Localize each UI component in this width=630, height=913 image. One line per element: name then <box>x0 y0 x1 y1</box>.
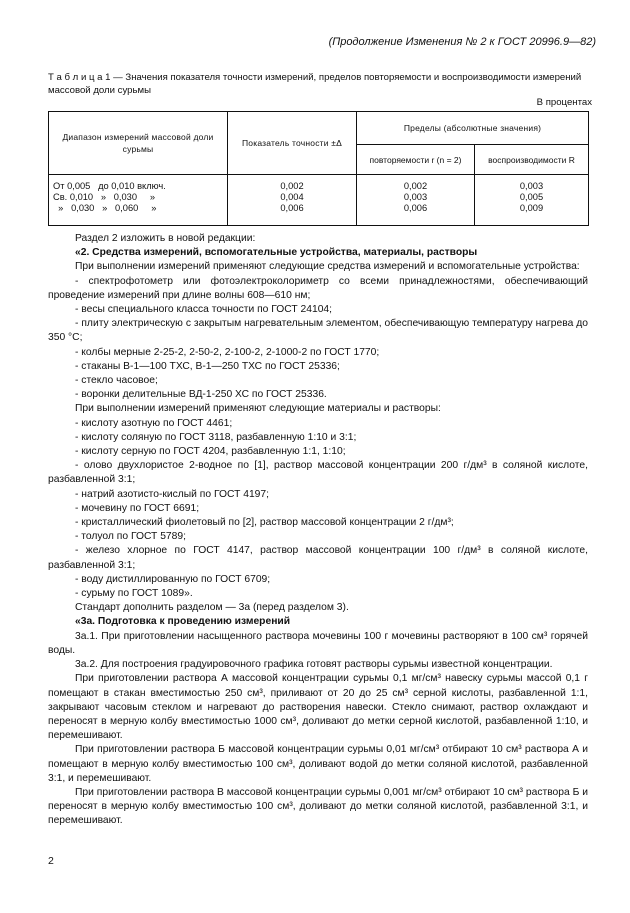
list-item: - колбы мерные 2-25-2, 2-50-2, 2-100-2, 2-1000-2 по ГОСТ 1770; <box>75 346 380 358</box>
repeat-cell: 0,002 0,003 0,006 <box>357 175 475 226</box>
section-heading: «3а. Подготовка к проведению измерений <box>75 616 291 628</box>
paragraph: При приготовлении раствора А массовой концентрации сурьмы 0,1 мг/см³ навеску сурьмы массой 0,1 г помещают в стакан вместимостью 250 см³, приливают от 20 до 25 см³ серной кислоты, разбавленной 1:1, закрывают часовым стеклом и нагревают до растворения навески. Стекло снимают, раствор охлаждают и переносят в мерную колбу вместимостью 1000 см³, доливают до метки серной кислотой, разбавленной 1:10, и перемешивают. <box>48 673 588 742</box>
reprod-cell: 0,003 0,005 0,009 <box>475 175 589 226</box>
table-caption: Т а б л и ц а 1 — Значения показателя точности измерений, пределов повторяемости и воспроизводимости измерений массовой доли сурьмы <box>48 72 582 96</box>
paragraph: При выполнении измерений применяют следующие материалы и растворы: <box>75 403 441 415</box>
list-item: - олово двухлористое 2-водное по [1], раствор массовой концентрации 200 г/дм³ в соляной кислоте, разбавленной 3:1; <box>48 460 588 486</box>
list-item: - натрий азотисто-кислый по ГОСТ 4197; <box>75 488 269 500</box>
list-item: - воронки делительные ВД-1-250 ХС по ГОСТ 25336. <box>75 389 327 401</box>
paragraph: 3а.1. При приготовлении насыщенного раствора мочевины 100 г мочевины растворяют в 100 см³ горячей воды. <box>48 630 588 656</box>
units-note: В процентах <box>536 97 592 108</box>
list-item: - стекло часовое; <box>75 375 158 387</box>
list-item: - плиту электрическую с закрытым нагревательным элементом, обеспечивающую температуру нагрева до 350 °С; <box>48 318 588 344</box>
list-item: - весы специального класса точности по ГОСТ 24104; <box>75 304 333 316</box>
page-number: 2 <box>48 855 54 867</box>
list-item: - кислоту серную по ГОСТ 4204, разбавленную 1:1, 1:10; <box>75 446 346 458</box>
list-item: - кристаллический фиолетовый по [2], раствор массовой концентрации 2 г/дм³; <box>75 517 454 529</box>
list-item: - стаканы В-1—100 ТХС, В-1—250 ТХС по ГОСТ 25336; <box>75 360 340 372</box>
paragraph: При приготовлении раствора Б массовой концентрации сурьмы 0,01 мг/см³ отбирают 10 см³ раствора А и помещают в мерную колбу вместимостью 100 см³, доливают водой до метки соляной кислотой, разбавленной 3:1, и перемешивают. <box>48 744 588 784</box>
paragraph: При выполнении измерений применяют следующие средства измерений и вспомогательные устройства: <box>75 261 580 273</box>
col-limits-header: Пределы (абсолютные значения) <box>357 112 589 145</box>
running-header: (Продолжение Изменения № 2 к ГОСТ 20996.9—82) <box>328 36 596 48</box>
section-heading: «2. Средства измерений, вспомогательные устройства, материалы, растворы <box>75 247 478 259</box>
precision-table <box>48 111 589 226</box>
col-range-header: Диапазон измерений массовой доли сурьмы <box>49 112 228 175</box>
body-text <box>48 232 588 829</box>
list-item: - кислоту соляную по ГОСТ 3118, разбавленную 1:10 и 3:1; <box>75 431 357 443</box>
list-item: - воду дистиллированную по ГОСТ 6709; <box>75 573 271 585</box>
list-item: - железо хлорное по ГОСТ 4147, раствор массовой концентрации 100 г/дм³ в соляной кислоте, разбавленной 3:1; <box>48 545 588 571</box>
col-delta-header: Показатель точности ±Δ <box>228 112 357 175</box>
table-body-row <box>49 175 589 226</box>
range-cell: От 0,005 до 0,010 включ. Св. 0,010 » 0,030 » » 0,030 » 0,060 » <box>49 175 228 226</box>
list-item: - толуол по ГОСТ 5789; <box>75 531 186 543</box>
col-repeat-header: повторяемости r (n = 2) <box>357 145 475 175</box>
list-item: - кислоту азотную по ГОСТ 4461; <box>75 417 233 429</box>
list-item: - спектрофотометр или фотоэлектроколориметр со всеми принадлежностями, обеспечивающий проведение измерений при длине волны 608—610 нм; <box>48 275 588 301</box>
paragraph: Стандарт дополнить разделом — 3а (перед разделом 3). <box>75 602 349 614</box>
list-item: - мочевину по ГОСТ 6691; <box>75 502 200 514</box>
list-item: - сурьму по ГОСТ 1089». <box>75 588 193 600</box>
delta-cell: 0,002 0,004 0,006 <box>228 175 357 226</box>
paragraph: При приготовлении раствора В массовой концентрации сурьмы 0,001 мг/см³ отбирают 10 см³ раствора Б и переносят в мерную колбу вместимостью 100 см³, доливают до метки соляной кислотой, разбавленной 3:1, и перемешивают. <box>48 786 588 827</box>
col-reprod-header: воспроизводимости R <box>475 145 589 175</box>
paragraph: 3а.2. Для построения градуировочного графика готовят растворы сурьмы известной концентрации. <box>75 659 553 671</box>
paragraph: Раздел 2 изложить в новой редакции: <box>75 233 256 244</box>
